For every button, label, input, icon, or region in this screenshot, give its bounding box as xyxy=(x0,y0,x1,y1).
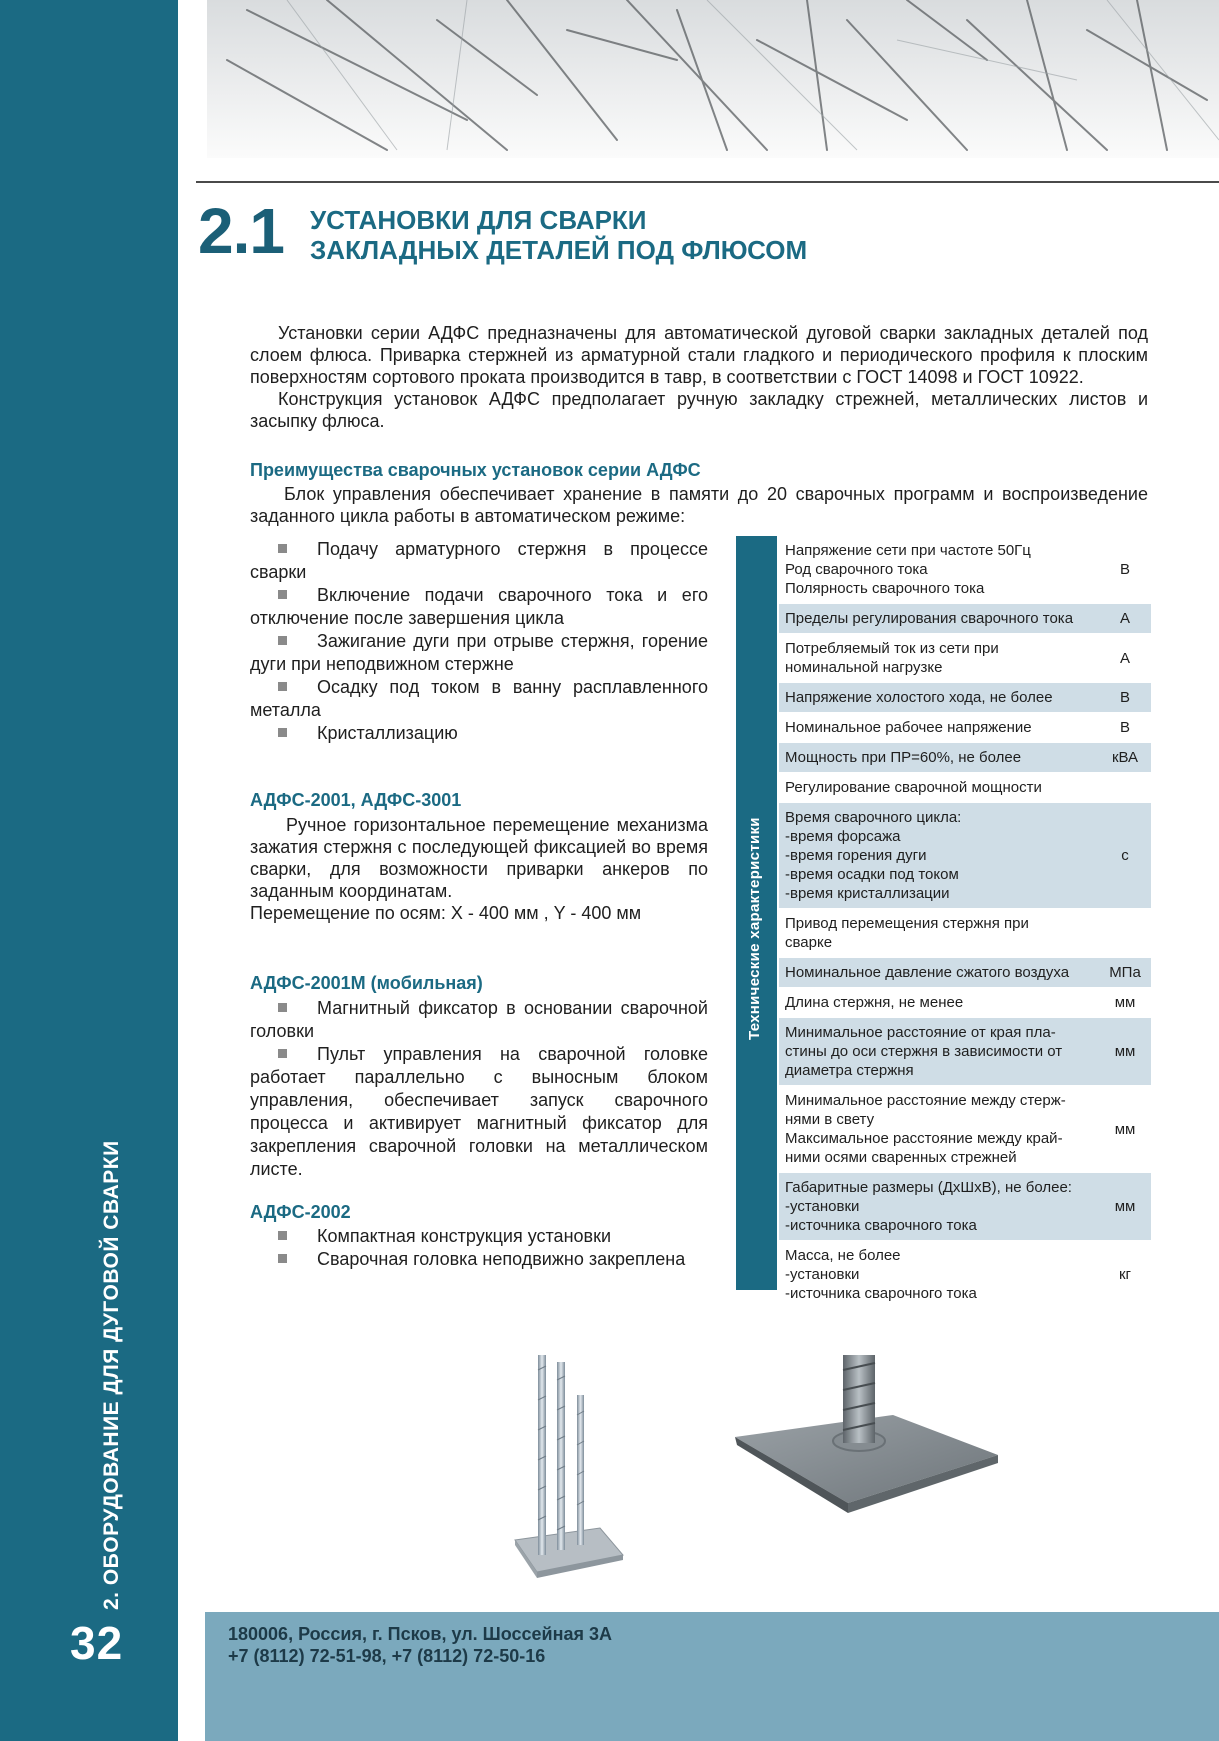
spec-unit: МПа xyxy=(1109,964,1141,981)
spec-unit: мм xyxy=(1114,1198,1136,1215)
product-heading: АДФС-2001, АДФС-3001 xyxy=(250,790,462,810)
list-item: Включение подачи сварочного тока и его отключение после завершения цикла xyxy=(250,585,708,628)
table-row xyxy=(779,634,1151,683)
bullet-square-icon xyxy=(278,1003,287,1012)
spec-unit: мм xyxy=(1114,994,1136,1011)
advantages-list xyxy=(250,538,708,745)
spec-param: Время сварочного цикла: -время форсажа -время горения дуги -время осадки под током -время кристаллизации xyxy=(785,809,962,902)
spec-unit: с xyxy=(1121,847,1129,864)
product-photo-anchors xyxy=(505,1340,625,1595)
spec-param: Минимальное расстояние от края пла- стины до оси стержня в зависимости от диаметра стержня xyxy=(785,1024,1063,1079)
table-row xyxy=(779,1086,1151,1173)
spec-param: Габаритные размеры (ДхШхВ), не более: -установки -источника сварочного тока xyxy=(785,1179,1072,1234)
list-item: Осадку под током в ванну расплавленного металла xyxy=(250,677,708,720)
table-row xyxy=(779,536,1151,604)
intro-paragraph: Установки серии АДФС предназначены для автоматической дуговой сварки закладных деталей под слоем флюса. Приварка стержней из арматурной стали гладкого и периодического профиля к плоским поверхностям сортового проката производится в тавр, в соответствии с ГОСТ 14098 и ГОСТ 10922. xyxy=(250,323,1148,387)
table-row xyxy=(779,958,1151,988)
sidebar-section-label: 2. ОБОРУДОВАНИЕ ДЛЯ ДУГОВОЙ СВАРКИ xyxy=(100,1140,123,1610)
spec-unit: кВА xyxy=(1111,749,1139,766)
spec-unit: В xyxy=(1119,719,1130,736)
product-heading: АДФС-2001М (мобильная) xyxy=(250,973,483,993)
table-row xyxy=(779,1018,1151,1086)
sidebar xyxy=(0,0,178,1741)
advantages-heading: Преимущества сварочных установок серии АДФС xyxy=(250,460,701,480)
table-row xyxy=(779,773,1151,803)
spec-param: Привод перемещения стержня при сварке xyxy=(785,915,1029,951)
header-divider xyxy=(196,181,1219,183)
bullet-square-icon xyxy=(278,1049,287,1058)
spec-param: Номинальное рабочее напряжение xyxy=(785,719,1032,736)
footer-address: 180006, Россия, г. Псков, ул. Шоссейная 3А xyxy=(228,1624,613,1644)
list-item: Зажигание дуги при отрыве стержня, горение дуги при неподвижном стержне xyxy=(250,631,708,674)
intro-paragraph: Конструкция установок АДФС предполагает ручную закладку стрежней, металлических листов и засыпку флюса. xyxy=(250,389,1148,431)
bullet-square-icon xyxy=(278,1254,287,1263)
spec-param: Регулирование сварочной мощности xyxy=(785,779,1042,796)
table-row xyxy=(779,1173,1151,1241)
header-rebar-photo xyxy=(207,0,1219,158)
list-item: Сварочная головка неподвижно закреплена xyxy=(250,1248,708,1271)
spec-unit: кг xyxy=(1118,1266,1132,1283)
footer-phones: +7 (8112) 72-51-98, +7 (8112) 72-50-16 xyxy=(228,1646,546,1666)
page-number: 32 xyxy=(70,1617,124,1669)
spec-param: Номинальное давление сжатого воздуха xyxy=(785,964,1070,981)
section-title-line2: ЗАКЛАДНЫХ ДЕТАЛЕЙ ПОД ФЛЮСОМ xyxy=(310,235,808,265)
spec-param: Напряжение холостого хода, не более xyxy=(785,689,1053,706)
section-title-line1: УСТАНОВКИ ДЛЯ СВАРКИ xyxy=(310,205,647,235)
list-item: Магнитный фиксатор в основании сварочной головки xyxy=(250,998,708,1041)
list-item: Подачу арматурного стержня в процессе сварки xyxy=(250,539,708,582)
bullet-square-icon xyxy=(278,544,287,553)
list-item: Пульт управления на сварочной головке работает параллельно с выносным блоком управления, обеспечивает запуск сварочного процесса и активирует магнитный фиксатор для закрепления сварочной головки на металлическом листе. xyxy=(250,1044,708,1179)
spec-param: Масса, не более -установки -источника сварочного тока xyxy=(785,1247,977,1302)
spec-param: Мощность при ПР=60%, не более xyxy=(785,749,1022,766)
spec-unit: А xyxy=(1119,610,1130,627)
specs-table xyxy=(779,536,1151,1309)
bullet-square-icon xyxy=(278,682,287,691)
advantages-text: Блок управления обеспечивает хранение в памяти до 20 сварочных программ и воспроизведение заданного цикла работы в автоматическом режиме: xyxy=(250,484,1148,526)
bullet-square-icon xyxy=(278,590,287,599)
section-number: 2.1 xyxy=(198,195,284,267)
spec-unit: мм xyxy=(1114,1043,1136,1060)
spec-unit: А xyxy=(1119,649,1130,667)
table-row xyxy=(779,1241,1151,1309)
spec-unit: В xyxy=(1119,561,1130,578)
list-item: Компактная конструкция установки xyxy=(250,1225,708,1248)
table-row xyxy=(779,988,1151,1018)
specs-label: Технические характеристики xyxy=(746,817,763,1040)
spec-unit: В xyxy=(1119,689,1130,706)
product-photo-welded-plate xyxy=(733,1345,1003,1525)
spec-param: Потребляемый ток из сети при номинальной нагрузке xyxy=(785,640,999,676)
footer-contacts xyxy=(205,1612,1219,1741)
spec-param: Длина стержня, не менее xyxy=(785,994,964,1011)
bullet-square-icon xyxy=(278,728,287,737)
table-row xyxy=(779,743,1151,773)
table-row xyxy=(779,713,1151,743)
spec-param: Минимальное расстояние между стерж- нями в свету Максимальное расстояние между край- ними осями сваренных стрежней xyxy=(785,1092,1066,1166)
table-row xyxy=(779,683,1151,713)
product-description: Ручное горизонтальное перемещение механизма зажатия стержня с последующей фиксацией во время сварки, для возможности приварки анкеров по заданным координатам. Перемещение по осям: X - 400 мм , Y - 400 мм xyxy=(250,815,708,923)
product-features xyxy=(250,997,708,1181)
bullet-square-icon xyxy=(278,636,287,645)
table-row xyxy=(779,604,1151,634)
product-heading: АДФС-2002 xyxy=(250,1202,351,1222)
bullet-square-icon xyxy=(278,1231,287,1240)
table-row xyxy=(779,909,1151,958)
table-row xyxy=(779,803,1151,909)
spec-param: Пределы регулирования сварочного тока xyxy=(785,610,1074,627)
section-title xyxy=(310,205,807,265)
product-features xyxy=(250,1225,708,1271)
spec-param: Напряжение сети при частоте 50Гц Род сварочного тока Полярность сварочного тока xyxy=(785,542,1031,597)
spec-unit: мм xyxy=(1114,1120,1136,1138)
intro-text xyxy=(250,322,1148,432)
list-item: Кристаллизацию xyxy=(250,722,708,745)
